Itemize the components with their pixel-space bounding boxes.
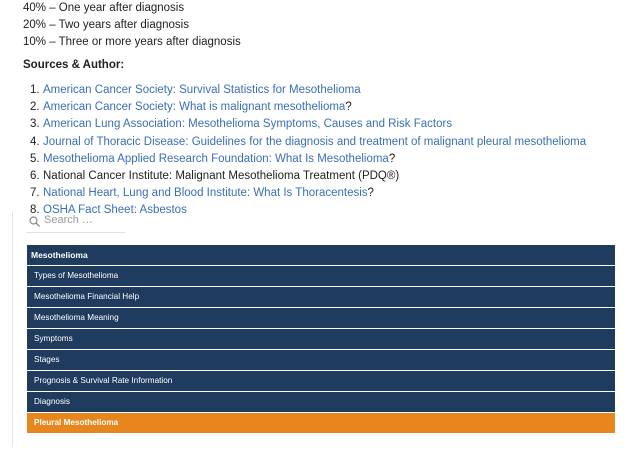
source-number: 7. <box>30 187 40 200</box>
source-item <box>30 168 586 185</box>
source-link[interactable]: Mesothelioma Applied Research Foundation: What Is Mesothelioma <box>43 152 389 165</box>
source-item <box>30 151 586 168</box>
survival-stats <box>23 0 241 51</box>
source-number: 4. <box>30 135 40 148</box>
source-link[interactable]: American Lung Association: Mesothelioma Symptoms, Causes and Risk Factors <box>43 118 453 131</box>
search-input[interactable] <box>44 214 124 226</box>
sources-heading: Sources & Author: <box>23 59 125 71</box>
source-number: 1. <box>30 84 40 96</box>
search-box[interactable] <box>26 212 125 233</box>
menu-item-symptoms[interactable]: Symptoms <box>27 329 615 350</box>
menu-item-meaning[interactable]: Mesothelioma Meaning <box>27 308 615 329</box>
source-link[interactable]: American Cancer Society: Survival Statistics for Mesothelioma <box>43 84 361 96</box>
sidebar-menu <box>27 245 615 434</box>
menu-item-prognosis[interactable]: Prognosis & Survival Rate Information <box>27 371 615 392</box>
search-icon <box>29 216 40 227</box>
source-text: National Cancer Institute: Malignant Mesothelioma Treatment (PDQ®) <box>43 170 400 183</box>
menu-item-pleural[interactable]: Pleural Mesothelioma <box>27 413 615 434</box>
source-number: 8. <box>30 204 40 217</box>
menu-item-stages[interactable]: Stages <box>27 350 615 371</box>
source-item <box>30 99 586 116</box>
source-link[interactable]: OSHA Fact Sheet: Asbestos <box>43 204 187 217</box>
source-link[interactable]: National Heart, Lung and Blood Institute: What Is Thoracentesis <box>43 187 368 200</box>
menu-header[interactable]: Mesothelioma <box>27 245 615 266</box>
menu-item-diagnosis[interactable]: Diagnosis <box>27 392 615 413</box>
menu-item-types[interactable]: Types of Mesothelioma <box>27 266 615 287</box>
source-number: 6. <box>30 170 40 183</box>
menu-item-financial-help[interactable]: Mesothelioma Financial Help <box>27 287 615 308</box>
stat-line: 10% – Three or more years after diagnosis <box>23 36 241 48</box>
source-item <box>30 134 586 151</box>
source-number: 5. <box>30 152 40 165</box>
source-suffix: ? <box>367 187 374 200</box>
source-link[interactable]: American Cancer Society: What is malignant mesothelioma <box>43 101 346 114</box>
source-suffix: ? <box>345 101 352 114</box>
source-item <box>30 82 586 99</box>
source-number: 3. <box>30 118 40 131</box>
source-number: 2. <box>30 101 40 114</box>
source-link[interactable]: Journal of Thoracic Disease: Guidelines for the diagnosis and treatment of malignant pleural mesothelioma <box>43 135 587 148</box>
source-item <box>30 116 586 133</box>
sidebar-divider <box>12 212 13 446</box>
source-item <box>30 185 586 202</box>
source-suffix: ? <box>388 152 396 165</box>
sources-list <box>30 82 586 220</box>
stat-line: 20% – Two years after diagnosis <box>23 19 189 31</box>
stat-line: 40% – One year after diagnosis <box>23 2 185 14</box>
